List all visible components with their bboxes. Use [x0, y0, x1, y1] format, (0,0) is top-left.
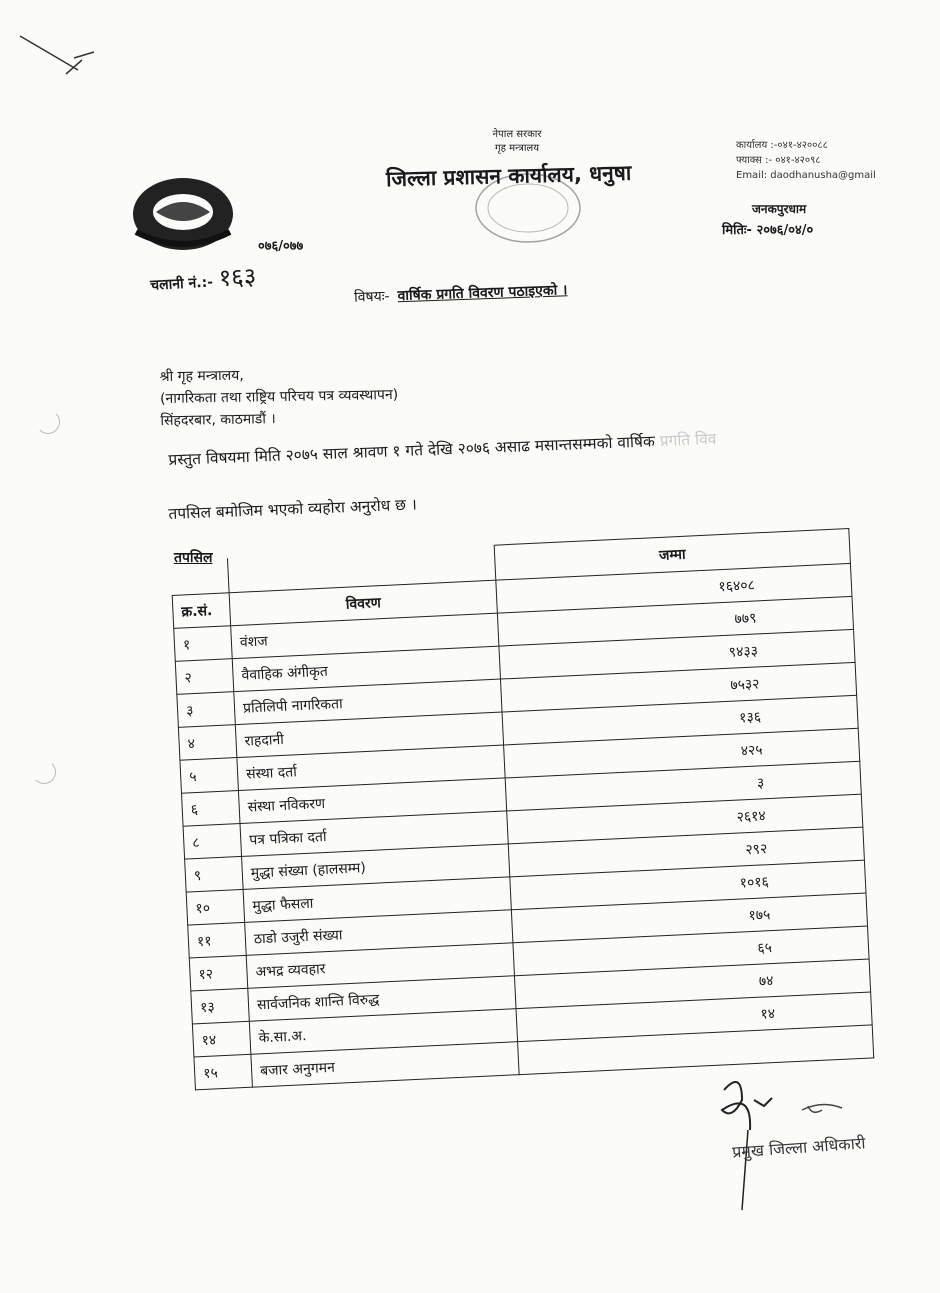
grand-total-cell: १६४०८	[496, 563, 852, 613]
fax-number: फ्याक्स :- ०४१-४२०९८	[736, 155, 821, 166]
contact-block	[736, 138, 876, 183]
row-total-cell: १०१६	[510, 860, 866, 910]
email-address: Email: daodhanusha@gmail	[736, 170, 876, 181]
dispatch-number-line	[149, 259, 257, 298]
blank-header-cell	[171, 558, 230, 596]
row-total-cell: ६५	[513, 926, 869, 976]
row-desc-cell: पत्र पत्रिका दर्ता	[240, 811, 508, 857]
row-desc-cell: अभद्र व्यवहार	[246, 943, 514, 989]
row-total-cell: ७५३२	[500, 662, 856, 712]
sn-header: क्र.सं.	[172, 593, 230, 629]
recipient-line2: (नागरिकता तथा राष्ट्रिय परिचय पत्र व्यवस्थापन)	[159, 386, 399, 408]
row-total-cell: ४२५	[504, 728, 860, 778]
body-paragraph-line1	[168, 427, 717, 470]
body-text-line1: प्रस्तुत विषयमा मिति २०७५ साल श्रावण १ गते देखि २०७६ असाढ मसान्तसम्मको वार्षिक	[168, 432, 656, 469]
row-desc-cell: के.सा.अ.	[249, 1009, 517, 1055]
subject-label: विषयः-	[353, 288, 390, 306]
row-sn-cell: ४	[178, 725, 236, 761]
row-desc-cell: ठाडो उजुरी संख्या	[245, 910, 513, 956]
body-paragraph-line2: तपसिल बमोजिम भएको व्यहोरा अनुरोध छ ।	[168, 495, 418, 523]
body-text-faded: प्रगति विव	[659, 429, 717, 451]
row-sn-cell: ६	[181, 791, 239, 827]
row-desc-cell: राहदानी	[235, 712, 503, 758]
row-sn-cell: ११	[188, 922, 246, 958]
place-name: जनकपुरधाम	[752, 202, 807, 216]
statistics-table-wrapper	[170, 528, 874, 1090]
row-desc-cell: संस्था नविकरण	[238, 778, 506, 824]
subject-line	[354, 280, 568, 306]
row-total-cell: ३	[505, 761, 861, 811]
row-total-cell: १७५	[511, 893, 867, 943]
seal-text-line2: गृह मन्त्रालय	[494, 143, 540, 154]
nepal-emblem-logo	[128, 172, 238, 254]
row-total-cell: १३६	[502, 695, 858, 745]
dispatch-label: चलानी नं.:-	[149, 274, 214, 294]
row-desc-cell: बजार अनुगमन	[251, 1042, 519, 1088]
recipient-address	[159, 362, 398, 432]
fiscal-year: ०७६/०७७	[258, 239, 304, 254]
row-desc-cell: वंशज	[231, 613, 499, 659]
seal-text-line1: नेपाल सरकार	[492, 129, 542, 140]
letter-date: मितिः- २०७६/०४/०	[722, 223, 814, 238]
row-total-cell: १४	[516, 992, 872, 1042]
pen-mark	[18, 30, 98, 80]
row-desc-cell: वैवाहिक अंगीकृत	[232, 646, 500, 692]
punch-hole	[36, 410, 60, 434]
row-sn-cell: २	[175, 659, 233, 695]
row-total-cell: ७४	[514, 959, 870, 1009]
row-desc-cell: सार्वजनिक शान्ति विरुद्ध	[248, 976, 516, 1022]
row-sn-cell: १०	[186, 889, 244, 925]
row-total-cell: २९२	[508, 827, 864, 877]
row-desc-cell: प्रतिलिपी नागरिकता	[234, 679, 502, 725]
row-total-cell: २६१४	[507, 794, 863, 844]
phone-number: कार्यालय :-०४१-४२००८८	[736, 140, 828, 151]
total-header: जम्मा	[494, 528, 850, 580]
row-sn-cell: ५	[180, 758, 238, 794]
row-sn-cell: ८	[183, 823, 241, 859]
row-desc-cell: संस्था दर्ता	[237, 745, 505, 791]
row-sn-cell: १५	[194, 1054, 252, 1090]
punch-hole	[32, 760, 56, 784]
row-sn-cell: १३	[191, 988, 249, 1024]
table-caption: तपसिल	[174, 550, 213, 566]
desc-header: विवरण	[229, 580, 497, 626]
designation-text: प्रमुख जिल्ला अधिकारी	[731, 1133, 867, 1162]
office-name: जिल्ला प्रशासन कार्यालय, धनुषा	[385, 160, 632, 192]
row-total-cell: ९४३३	[499, 629, 855, 679]
row-sn-cell: ३	[177, 692, 235, 728]
dispatch-number: १६३	[218, 262, 257, 293]
recipient-line3: सिंहदरबार, काठमाडौं ।	[160, 411, 276, 430]
row-sn-cell: १२	[189, 955, 247, 991]
row-desc-cell: मुद्धा संख्या (हालसम्म)	[242, 844, 510, 890]
row-desc-cell: मुद्धा फैसला	[243, 877, 511, 923]
row-sn-cell: १	[174, 626, 232, 662]
recipient-line1: श्री गृह मन्त्रालय,	[159, 367, 244, 386]
row-total-cell: ७७९	[497, 596, 853, 646]
row-sn-cell: १४	[192, 1021, 250, 1057]
row-sn-cell: ९	[185, 856, 243, 892]
subject-text: वार्षिक प्रगति विवरण पठाइएको ।	[397, 282, 568, 305]
statistics-table	[170, 528, 874, 1090]
